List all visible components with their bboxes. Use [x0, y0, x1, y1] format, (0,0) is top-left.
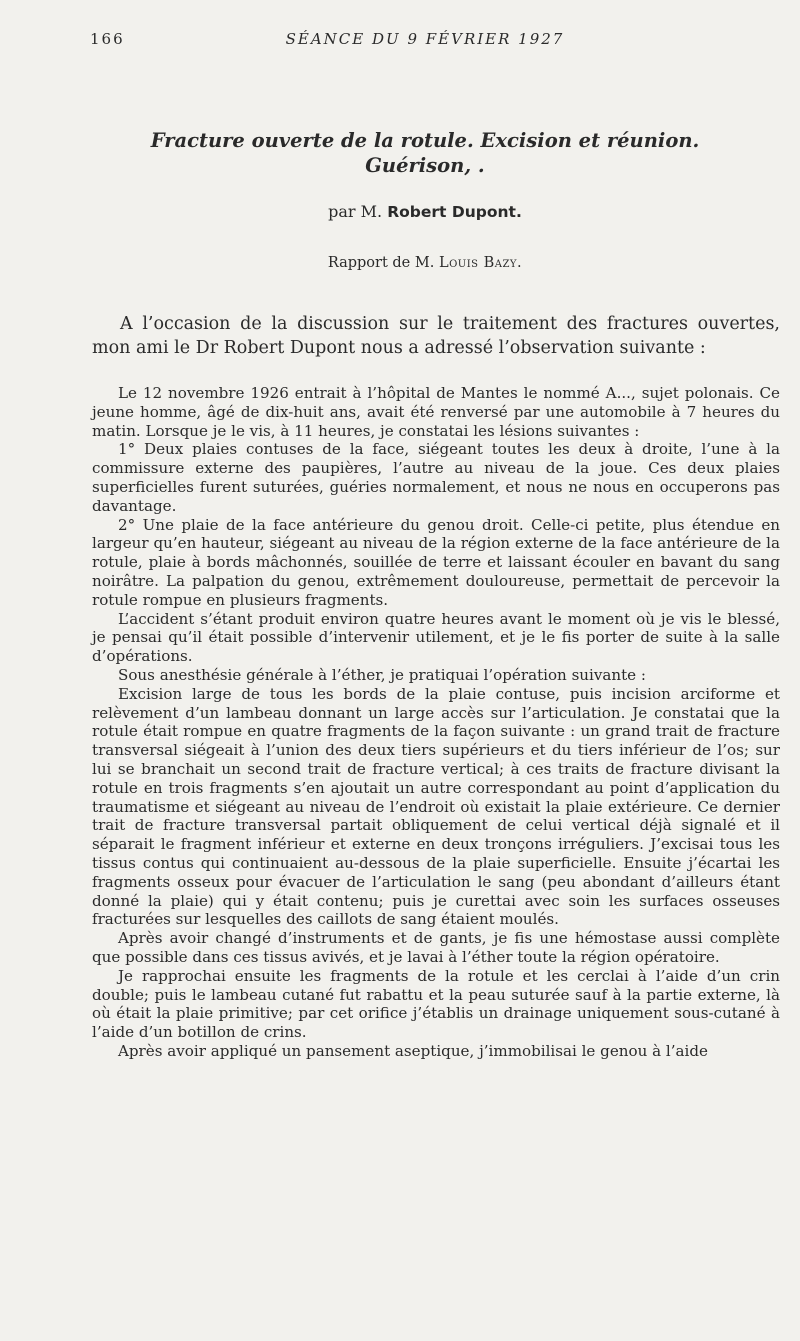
paragraph-6: Excision large de tous les bords de la plaie contuse, puis incision arciforme et relèvement d’un lambeau donnant un large accès sur l’articulation. Je constatai que la rotule était rompue en quatre fragments de la façon suivante : un grand trait de fracture transversal siégeait à l’union des deux tiers supérieurs et du tiers inférieur de l’os; sur lui se branchait un second trait de fracture vertical; à ces traits de fracture divisant la rotule en trois fragments s’en ajoutait un autre correspondant au point d’application du traumatisme et siégeant au niveau de l’endroit où existait la plaie extérieure. Ce dernier trait de fracture transversal partait obliquement de celui vertical déjà signalé et il séparait le fragment inférieur et externe en deux tronçons irréguliers. J’excisai tous les tissus contus qui continuaient au-dessous de la plaie superficielle. Ensuite j’écartai les fragments osseux pour évacuer de l’articulation le sang (peu abondant d’ailleurs étant donné la plaie) qui y était contenu; puis je curettai avec soin les surfaces osseuses fracturées sur lesquelles des caillots de sang étaient moulés. [92, 684, 780, 929]
paragraph-9: Après avoir appliqué un pansement aseptique, j’immobilisai le genou à l’aide [118, 1041, 708, 1060]
byline-prefix: par M. [328, 202, 383, 221]
running-title: SÉANCE DU 9 FÉVRIER 1927 [285, 30, 565, 48]
intro-paragraph: A l’occasion de la discussion sur le traitement des fractures ouvertes, mon ami le Dr Robert Dupont nous a adressé l’observation suivante : [92, 314, 780, 358]
report-prefix: Rapport de M. [327, 255, 435, 271]
paragraph-4: L’accident s’étant produit environ quatre heures avant le moment où je vis le blessé, je pensai qu’il était possible d’intervenir utilement, et je le fis porter de suite à la salle d’opérations. [92, 609, 780, 666]
author-name: Robert Dupont. [387, 203, 522, 221]
page-number: 166 [90, 30, 125, 48]
report-line [90, 255, 760, 271]
paragraph-5: Sous anesthésie générale à l’éther, je pratiquai l’opération suivante : [118, 665, 646, 684]
paragraph-2: 1° Deux plaies contuses de la face, siégeant toutes les deux à droite, l’une à la commissure externe des paupières, l’autre au niveau de la joue. Ces deux plaies superficielles furent suturées, guéries normalement, et nous ne nous en occuperons pas davantage. [92, 440, 780, 515]
byline [90, 202, 760, 221]
article-title-line-1: Fracture ouverte de la rotule. Excision et réunion. [150, 129, 700, 152]
paragraph-1: Le 12 novembre 1926 entrait à l’hôpital de Mantes le nommé A..., sujet polonais. Ce jeune homme, âgé de dix-huit ans, avait été renversé par une automobile à 7 heures du matin. Lorsque je le vis, à 11 heures, je constatai les lésions suivantes : [92, 384, 780, 440]
page-header [90, 30, 760, 50]
paragraph-7: Après avoir changé d’instruments et de gants, je fis une hémostase aussi complète que possible dans ces tissus avivés, et je lavai à l’éther toute la région opératoire. [92, 929, 780, 966]
intro-block [92, 312, 780, 360]
reporter-name: Louis Bazy. [438, 255, 523, 271]
article-title [100, 128, 750, 178]
paragraph-8: Je rapprochai ensuite les fragments de la rotule et les cerclai à l’aide d’un crin double; puis le lambeau cutané fut rabattu et la peau suturée sauf à la partie externe, là où était la plaie primitive; par cet orifice j’établis un drainage uniquement sous-cutané à l’aide d’un botillon de crins. [92, 966, 780, 1042]
paragraph-3: 2° Une plaie de la face antérieure du genou droit. Celle-ci petite, plus étendue en largeur qu’en hauteur, siégeant au niveau de la région externe de la face antérieure de la rotule, plaie à bords mâchonnés, souillée de terre et laissant écouler en bavant du sang noirâtre. La palpation du genou, extrêmement douloureuse, permettait de percevoir la rotule rompue en plusieurs fragments. [92, 515, 780, 609]
article-title-line-2: Guérison, . [365, 154, 485, 177]
observation-text [92, 384, 780, 1061]
